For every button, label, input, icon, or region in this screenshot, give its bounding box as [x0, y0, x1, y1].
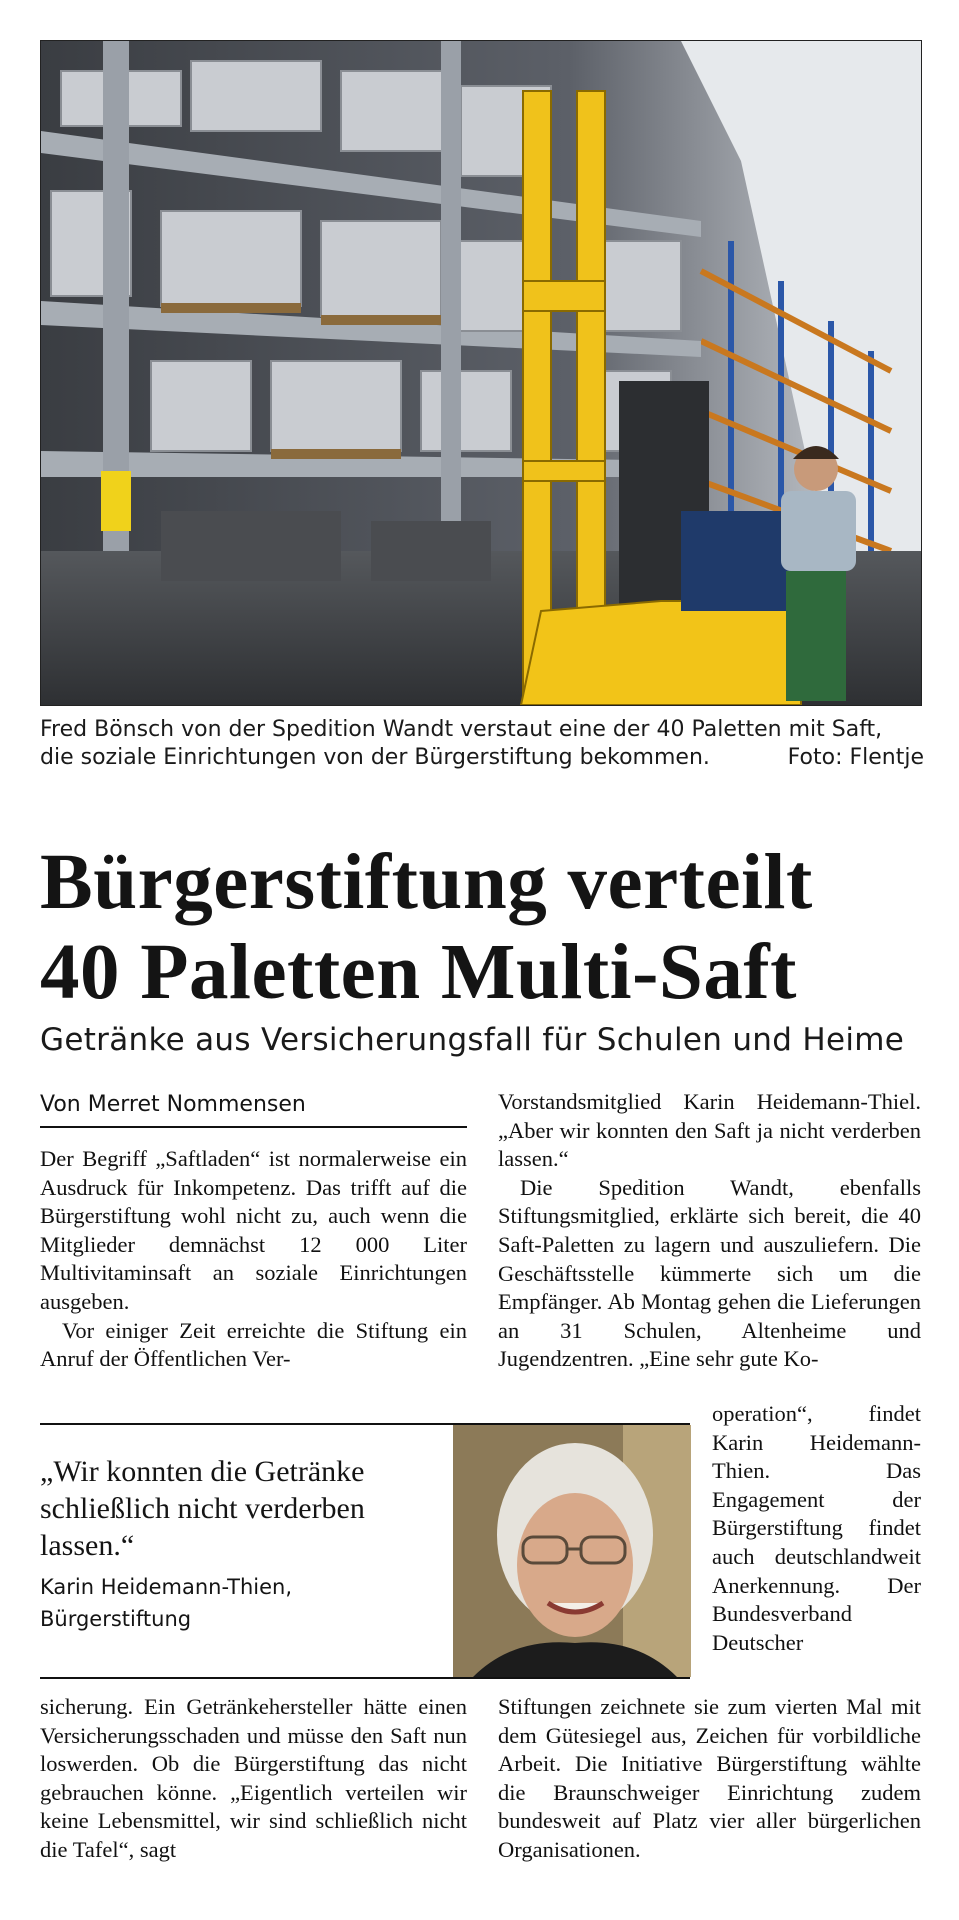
article-photo — [40, 40, 922, 706]
article-column-2-bottom — [498, 1693, 921, 1865]
photo-caption — [40, 716, 924, 772]
paragraph: Stiftungen zeichnete sie zum vierten Mal mit dem Gütesiegel aus, Zeichen für vorbildliche Arbeit. Die Initiative Bürgerstiftung wählte die Braunschweiger Einrichtung zudem bundesweit auf Platz vier aller bürgerlichen Organisationen. — [498, 1694, 921, 1862]
headline-line-1: Bürgerstiftung verteilt — [40, 839, 813, 926]
subheadline: Getränke aus Versicherungsfall für Schulen und Heime — [40, 1022, 905, 1058]
pullquote-attribution — [40, 1571, 360, 1635]
paragraph: sicherung. Ein Getränkehersteller hätte einen Versicherungsschaden und müsse den Saft nun loswerden. Ob die Bürgerstiftung das nicht gebrauchen könne. „Eigentlich verteilen wir keine Lebensmittel, wir sind schließlich nicht die Tafel“, sagt — [40, 1694, 467, 1862]
caption-line-1: Fred Bönsch von der Spedition Wandt verstaut eine der 40 Paletten mit Saft, — [40, 717, 883, 742]
paragraph: Vorstandsmitglied Karin Heidemann-Thiel. „Aber wir konnten den Saft ja nicht verderben lassen.“ — [498, 1089, 921, 1172]
article-column-1-continued — [40, 1693, 467, 1865]
paragraph: Vor einiger Zeit erreichte die Stiftung ein Anruf der Öffentlichen Ver- — [40, 1317, 467, 1372]
article-column-2 — [498, 1088, 921, 1374]
portrait-photo — [453, 1425, 691, 1677]
article-column-2-narrow — [712, 1400, 921, 1657]
photo-credit: Foto: Flentje — [787, 745, 924, 770]
paragraph: operation“, findet Karin Heidemann-Thien. Das Engagement der Bürgerstiftung findet auch deutschlandweit Anerkennung. Der Bundesverband Deutscher — [712, 1401, 921, 1655]
paragraph: Der Begriff „Saftladen“ ist normalerweise ein Ausdruck für Inkompetenz. Das trifft auf die Bürgerstiftung wohl nicht zu, auch wenn die Mitglieder demnächst 12 000 Liter Multivitaminsaft an soziale Einrichtungen ausgeben. — [40, 1146, 467, 1314]
byline: Von Merret Nommensen — [40, 1090, 467, 1128]
pullquote-box — [40, 1423, 690, 1679]
pullquote-text: „Wir konnten die Getränke schließlich nicht verderben lassen.“ — [40, 1455, 365, 1562]
pullquote-author: Karin Heidemann-Thien, — [40, 1575, 292, 1599]
headline-line-2: 40 Paletten Multi-Saft — [40, 929, 797, 1016]
article-column-1 — [40, 1145, 467, 1374]
headline — [40, 838, 940, 1018]
caption-line-2: die soziale Einrichtungen von der Bürgerstiftung bekommen. — [40, 745, 710, 770]
paragraph: Die Spedition Wandt, ebenfalls Stiftungsmitglied, erklärte sich bereit, die 40 Saft-Paletten zu lagern und auszuliefern. Die Geschäftsstelle kümmerte sich um die Empfänger. Ab Montag gehen die Lieferungen an 31 Schulen, Altenheime und Jugendzentren. „Eine sehr gute Ko- — [498, 1174, 921, 1372]
pullquote-affiliation: Bürgerstiftung — [40, 1607, 192, 1631]
